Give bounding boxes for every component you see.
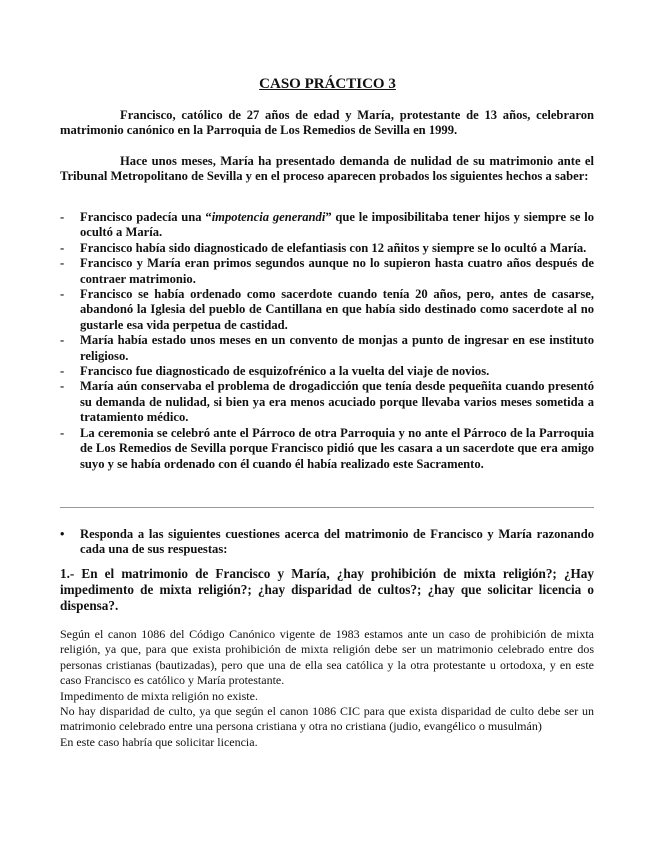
fact-item: - María había estado unos meses en un convento de monjas a punto de ingresar en ese instituto religioso.	[60, 333, 594, 363]
question-intro	[60, 527, 594, 558]
answer-paragraph-1: Según el canon 1086 del Código Canónico vigente de 1983 estamos ante un caso de prohibición de mixta religión, ya que, para que exista prohibición de mixta religión debe ser un matrimonio celebrado entre dos personas cristianas (bautizadas), pero que una de ella sea católica y la otra protestante u ortodoxa, y en este caso Francisco es católico y María protestante.	[60, 627, 594, 688]
fact-item: - Francisco y María eran primos segundos aunque no lo supieron hasta cuatro años después de contraer matrimonio.	[60, 256, 594, 286]
fact-item: - Francisco padecía una “impotencia generandi” que le imposibilitaba tener hijos y siempre se lo ocultó a María.	[60, 210, 594, 240]
list-marker: -	[60, 379, 65, 394]
italic-term: impotencia generandi	[211, 210, 326, 224]
answer-paragraph-3: No hay disparidad de culto, ya que según el canon 1086 CIC para que exista disparidad de culto debe ser un matrimonio celebrado entre una persona cristiana y otra no cristiana (judio, evangélico o musulmán)	[60, 704, 594, 734]
list-marker: -	[60, 287, 65, 302]
answer-block	[60, 627, 594, 750]
fact-item: - La ceremonia se celebró ante el Párroco de otra Parroquia y no ante el Párroco de la Parroquia de Los Remedios de Sevilla porque Francisco pidió que les casara a un sacerdote que era amigo suyo y se había ordenado con él cuando él había realizado este Sacramento.	[60, 425, 594, 471]
page-title: CASO PRÁCTICO 3	[259, 76, 396, 92]
intro-paragraph-1: Francisco, católico de 27 años de edad y María, protestante de 13 años, celebraron matrimonio canónico en la Parroquia de Los Remedios de Sevilla en 1999.	[60, 108, 594, 138]
fact-item: - María aún conservaba el problema de drogadicción que tenía desde pequeñita cuando presentó su demanda de nulidad, si bien ya era menos acuciado porque llevaba varios meses sometida a tratamiento médico.	[60, 379, 594, 425]
fact-item: - Francisco había sido diagnosticado de elefantiasis con 12 añitos y siempre se lo ocultó a María.	[60, 240, 587, 255]
list-marker: -	[60, 256, 65, 271]
list-marker: -	[60, 425, 65, 440]
list-marker: -	[60, 210, 65, 224]
answer-paragraph-2: Impedimento de mixta religión no existe.	[60, 688, 258, 703]
answer-paragraph-4: En este caso habría que solicitar licencia.	[60, 734, 258, 749]
bullet-marker: •	[60, 527, 65, 541]
fact-item: - Francisco fue diagnosticado de esquizofrénico a la vuelta del viaje de novios.	[60, 364, 490, 379]
question-1: 1.- En el matrimonio de Francisco y María, ¿hay prohibición de mixta religión?; ¿Hay impedimento de mixta religión?; ¿hay disparidad de cultos?; ¿hay que solicitar licencia o dispensa?.	[60, 566, 594, 613]
question-intro-text: Responda a las siguientes cuestiones acerca del matrimonio de Francisco y María razonando cada una de sus respuestas:	[80, 527, 594, 557]
horizontal-divider	[60, 507, 594, 508]
list-marker: -	[60, 240, 65, 255]
list-marker: -	[60, 364, 65, 379]
intro-paragraph-2: Hace unos meses, María ha presentado demanda de nulidad de su matrimonio ante el Tribunal Metropolitano de Sevilla y en el proceso aparecen probados los siguientes hechos a saber:	[60, 154, 594, 184]
list-marker: -	[60, 333, 65, 348]
facts-list	[60, 210, 594, 472]
fact-item: - Francisco se había ordenado como sacerdote cuando tenía 20 años, pero, antes de casarse, abandonó la Iglesia del pueblo de Cantillana en que había sido destinado como sacerdote al no gustarle esa vida perpetua de castidad.	[60, 287, 594, 332]
